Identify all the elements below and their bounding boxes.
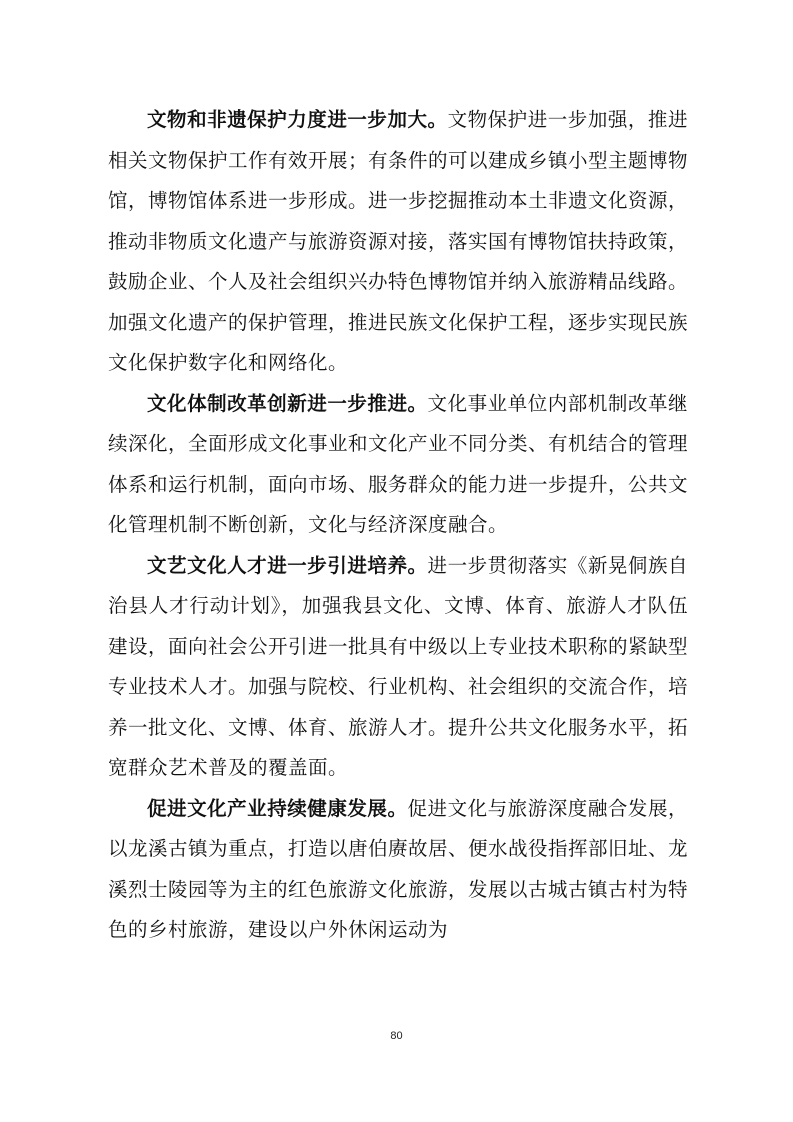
- paragraph-text: 文物保护进一步加强，推进相关文物保护工作有效开展；有条件的可以建成乡镇小型主题博物馆，博物馆体系进一步形成。进一步挖掘推动本土非遗文化资源，推动非物质文化遗产与旅游资源对接，落实国有博物馆扶持政策，鼓励企业、个人及社会组织兴办特色博物馆并纳入旅游精品线路。加强文化遗产的保护管理，推进民族文化保护工程，逐步实现民族文化保护数字化和网络化。: [108, 108, 689, 374]
- paragraph-text: 进一步贯彻落实《新晃侗族自治县人才行动计划》，加强我县文化、文博、体育、旅游人才队伍建设，面向社会公开引进一批具有中级以上专业技术职称的紧缺型专业技术人才。加强与院校、行业机构、社会组织的交流合作，培养一批文化、文博、体育、旅游人才。提升公共文化服务水平，拓宽群众艺术普及的覆盖面。: [108, 553, 689, 779]
- paragraph-heritage-protection: [108, 100, 688, 384]
- paragraph-text: 促进文化与旅游深度融合发展，以龙溪古镇为重点，打造以唐伯赓故居、便水战役指挥部旧址、龙溪烈士陵园等为主的红色旅游文化旅游，发展以古城古镇古村为特色的乡村旅游，建设以户外休闲运动为: [108, 796, 689, 941]
- paragraph-talent-cultivation: [108, 546, 688, 789]
- paragraph-lead: 文物和非遗保护力度进一步加大。: [147, 108, 448, 131]
- page-number: 80: [390, 1030, 403, 1042]
- paragraph-industry-development: [108, 789, 688, 951]
- page-body: [108, 100, 688, 951]
- paragraph-lead: 文化体制改革创新进一步推进。: [147, 391, 428, 415]
- paragraph-lead: 文艺文化人才进一步引进培养。: [147, 553, 428, 577]
- paragraph-text: 文化事业单位内部机制改革继续深化，全面形成文化事业和文化产业不同分类、有机结合的管理体系和运行机制，面向市场、服务群众的能力进一步提升，公共文化管理机制不断创新，文化与经济深度融合。: [108, 391, 689, 536]
- paragraph-lead: 促进文化产业持续健康发展。: [147, 796, 408, 820]
- paragraph-system-reform: [108, 384, 688, 546]
